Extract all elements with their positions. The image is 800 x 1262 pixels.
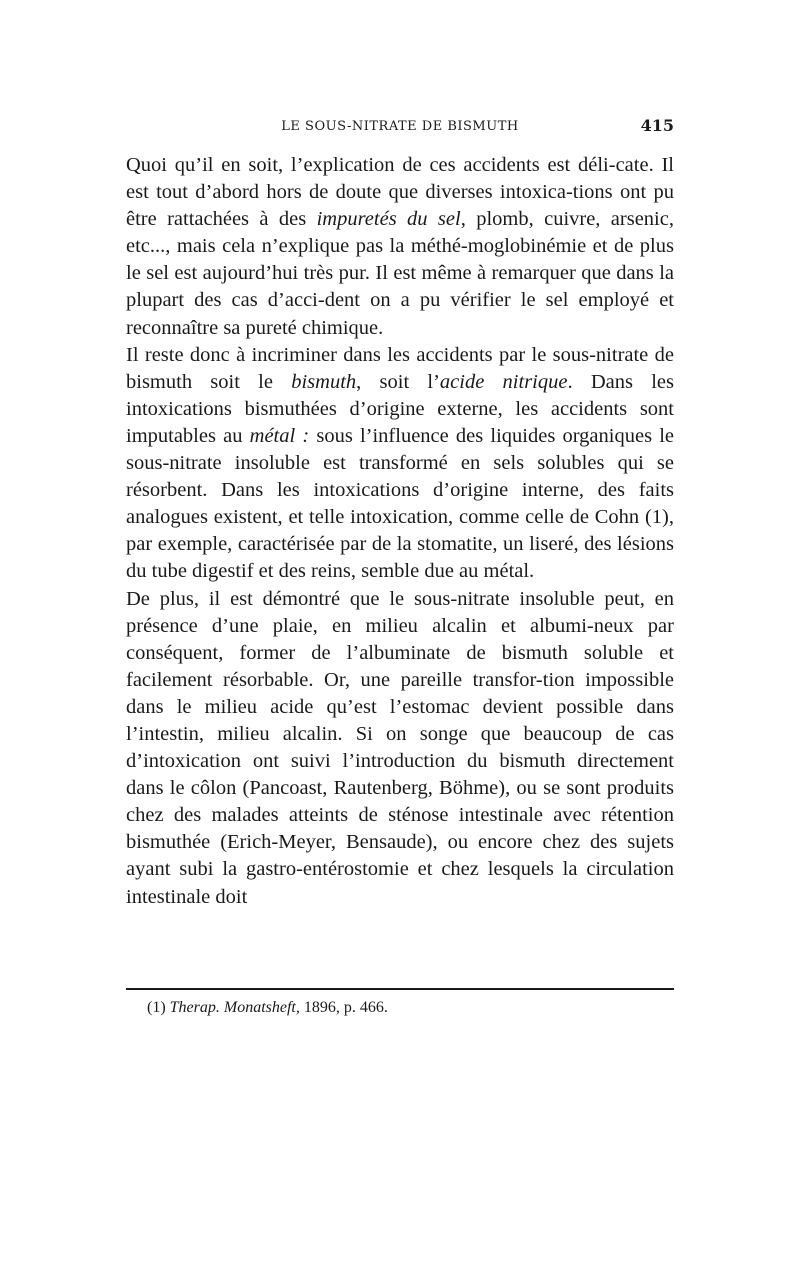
footnote-title: Therap. Monatsheft,	[169, 999, 300, 1016]
paragraph-2	[126, 342, 674, 586]
text-segment: Quoi qu’il en soit, l’explication de ces accidents est déli-cate. Il est tout d’abord hors de doute que diverses intoxica-tions ont pu être rattachées à des	[126, 154, 674, 231]
page-header	[126, 116, 674, 138]
footnote	[147, 998, 388, 1018]
paragraph-1	[126, 152, 674, 342]
footnote-rest: 1896, p. 466.	[299, 999, 388, 1016]
text-segment: Il reste donc à incriminer dans les accidents par le sous-nitrate de bismuth soit le	[126, 343, 674, 393]
paragraph-3	[126, 586, 674, 911]
italic-segment: acide nitrique	[439, 370, 568, 393]
italic-segment: impuretés du sel	[316, 208, 461, 231]
page-number: 415	[640, 116, 674, 135]
text-segment: , soit l’	[356, 370, 440, 393]
text-segment: , plomb, cuivre, arsenic, etc..., mais cela n’explique pas la méthé-moglobinémie et de plus le sel est aujourd’hui très pur. Il est même à remarquer que dans la plupart des cas d’acci-dent on a pu vérifier le sel employé et reconnaître sa pureté chimique.	[126, 208, 674, 339]
footnote-marker: (1)	[147, 999, 170, 1016]
footnote-rule	[126, 988, 674, 990]
body-text	[126, 152, 674, 911]
italic-segment: métal :	[249, 424, 310, 447]
text-segment: De plus, il est démontré que le sous-nitrate insoluble peut, en présence d’une plaie, en milieu alcalin et albumi-neux par conséquent, former de l’albuminate de bismuth soluble et facilement résorbable. Or, une pareille transfor-tion impossible dans le milieu acide qu’est l’estomac devient possible dans l’intestin, milieu alcalin. Si on songe que beaucoup de cas d’intoxication ont suivi l’introduction du bismuth directement dans le côlon (Pancoast, Rautenberg, Böhme), ou se sont produits chez des malades atteints de sténose intestinale avec rétention bismuthée (Erich-Meyer, Bensaude), ou encore chez des sujets ayant subi la gastro-entérostomie et chez lesquels la circulation intestinale doit	[126, 587, 674, 908]
running-head: LE SOUS-NITRATE DE BISMUTH	[281, 119, 519, 134]
italic-segment: bismuth	[291, 370, 357, 393]
text-segment: sous l’influence des liquides organiques le sous-nitrate insoluble est transformé en sels solubles qui se résorbent. Dans les intoxications d’origine interne, des faits analogues existent, et telle intoxication, comme celle de Cohn (1), par exemple, caractérisée par de la stomatite, un liseré, des lésions du tube digestif et des reins, semble due au métal.	[126, 424, 675, 583]
text-segment: . Dans les intoxications bismuthées d’origine externe, les accidents sont imputables au	[126, 370, 675, 447]
